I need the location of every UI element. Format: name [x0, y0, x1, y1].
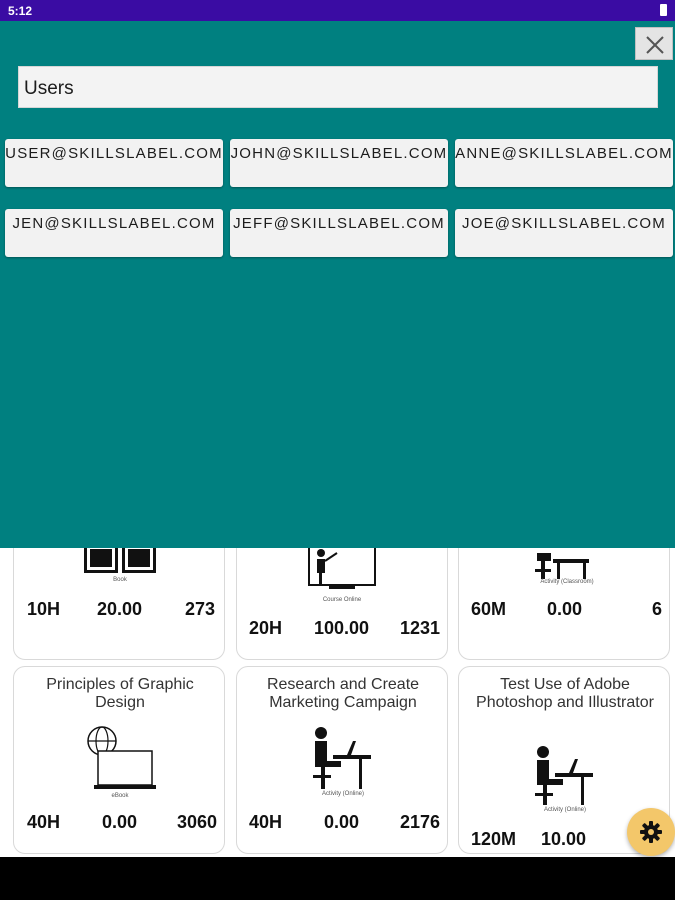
course-card[interactable]: [236, 666, 448, 854]
duration: 60M: [471, 599, 507, 619]
duration: 120M: [471, 829, 517, 849]
close-button[interactable]: [635, 27, 673, 60]
enrollment-count: 273: [184, 599, 215, 619]
price: 0.00: [547, 599, 583, 619]
activity-online-icon: [533, 745, 595, 812]
user-button[interactable]: JOHN@SKILLSLABEL.COM: [230, 139, 448, 187]
settings-fab-button[interactable]: [627, 808, 675, 856]
price: 0.00: [324, 812, 360, 832]
duration: 40H: [27, 812, 61, 832]
price: 20.00: [97, 599, 143, 619]
enrollment-count: 3060: [176, 812, 217, 832]
course-title: Test Use of Adobe Photoshop and Illustrator: [476, 676, 654, 711]
price: 0.00: [102, 812, 138, 832]
users-search-input[interactable]: Users: [18, 66, 658, 108]
navigation-bar: [0, 857, 675, 900]
icon-caption: Activity (Online): [543, 807, 586, 813]
status-bar: [0, 0, 675, 21]
course-card[interactable]: [13, 666, 225, 854]
user-button[interactable]: JEFF@SKILLSLABEL.COM: [230, 209, 448, 257]
icon-caption: Activity (Classroom): [540, 579, 594, 585]
course-online-icon: [307, 541, 377, 598]
user-button[interactable]: ANNE@SKILLSLABEL.COM: [455, 139, 673, 187]
course-title: Principles of Graphic Design: [46, 676, 194, 711]
price: 10.00: [541, 829, 587, 849]
duration: 10H: [27, 599, 61, 619]
ebook-icon: [86, 725, 156, 798]
duration: 40H: [249, 812, 283, 832]
battery-icon: [660, 4, 667, 16]
user-picker-panel: [0, 21, 675, 548]
enrollment-count: 6: [651, 599, 662, 619]
icon-caption: Book: [113, 577, 127, 583]
user-button[interactable]: USER@SKILLSLABEL.COM: [5, 139, 223, 187]
icon-caption: Activity (Online): [321, 791, 364, 797]
enrollment-count: 2176: [399, 812, 440, 832]
enrollment-count: 1231: [399, 618, 440, 638]
price: 100.00: [314, 618, 370, 638]
clock: 5:12: [8, 4, 33, 18]
course-title: Research and Create Marketing Campaign: [266, 676, 420, 711]
icon-caption: Course Online: [322, 597, 362, 603]
close-icon: [646, 36, 664, 54]
gear-icon: [640, 821, 662, 843]
activity-online-icon: [311, 725, 373, 796]
user-button[interactable]: JEN@SKILLSLABEL.COM: [5, 209, 223, 257]
duration: 20H: [249, 618, 283, 638]
icon-caption: eBook: [111, 793, 129, 799]
user-button[interactable]: JOE@SKILLSLABEL.COM: [455, 209, 673, 257]
